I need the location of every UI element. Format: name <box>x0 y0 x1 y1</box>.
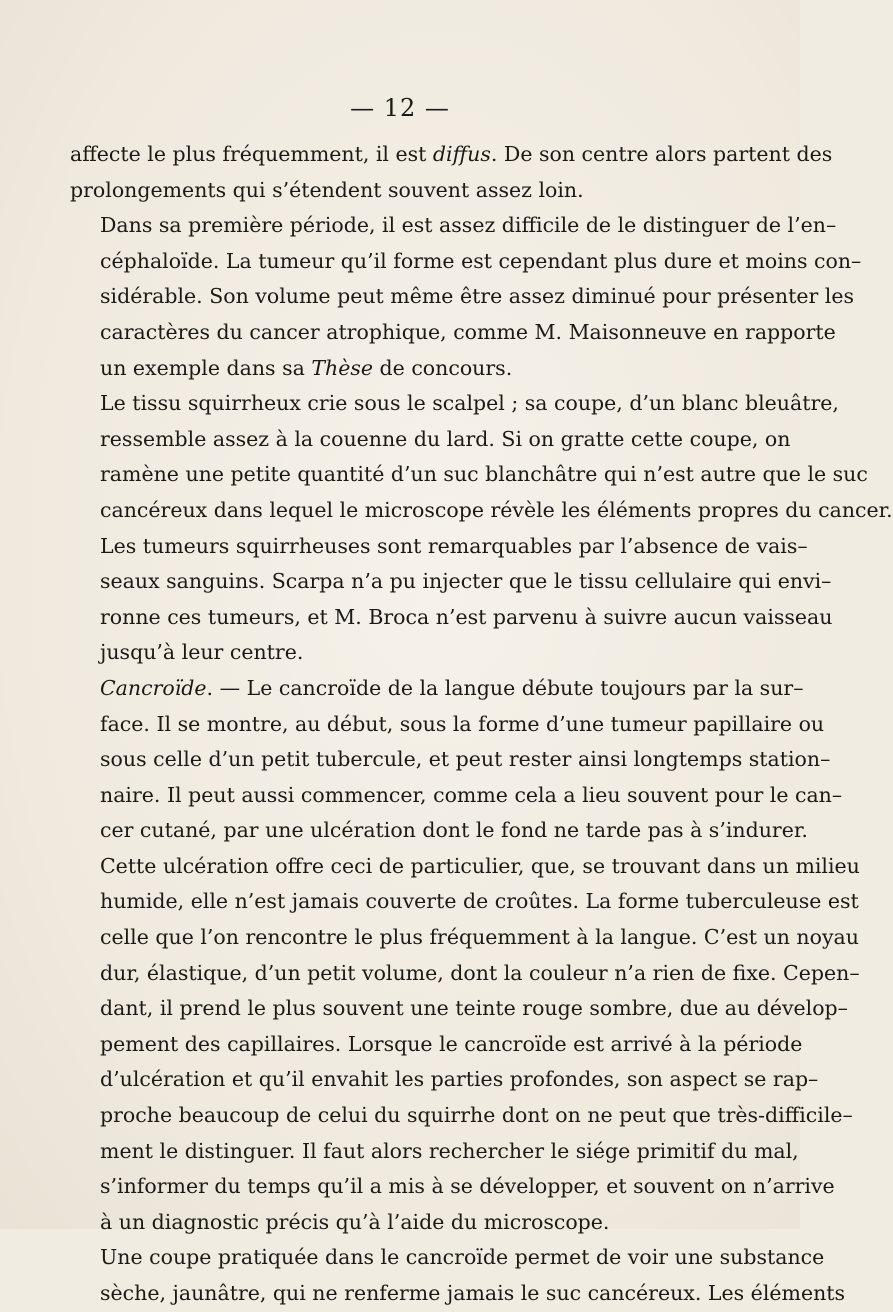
text-line: céphaloïde. La tumeur qu’il forme est cependant plus dure et moins con– <box>100 248 862 273</box>
text-line: Cancroïde. — Le cancroïde de la langue débute toujours par la sur– <box>100 675 804 700</box>
text-line: seaux sanguins. Scarpa n’a pu injecter que le tissu cellulaire qui envi– <box>100 569 832 594</box>
text-line: cancéreux dans lequel le microscope révèle les éléments propres du cancer. <box>100 497 893 522</box>
text-line: Dans sa première période, il est assez difficile de le distinguer de l’en– <box>100 213 837 238</box>
text-line: humide, elle n’est jamais couverte de croûtes. La forme tuberculeuse est <box>100 889 859 914</box>
text-line: ressemble assez à la couenne du lard. Si on gratte cette coupe, on <box>100 426 791 451</box>
text-line: face. Il se montre, au début, sous la forme d’une tumeur papillaire ou <box>100 711 825 736</box>
text-line: sous celle d’un petit tubercule, et peut rester ainsi longtemps station– <box>100 747 831 772</box>
text-line: cer cutané, par une ulcération dont le fond ne tarde pas à s’indurer. <box>100 818 808 843</box>
text-line: proche beaucoup de celui du squirrhe dont on ne peut que très-difficile– <box>100 1103 853 1128</box>
text-line: naire. Il peut aussi commencer, comme cela a lieu souvent pour le can– <box>100 782 843 807</box>
text-line: Les tumeurs squirrheuses sont remarquables par l’absence de vais– <box>100 533 808 558</box>
text-line: Une coupe pratiquée dans le cancroïde permet de voir une substance <box>100 1245 825 1270</box>
text-line: ronne ces tumeurs, et M. Broca n’est parvenu à suivre aucun vaisseau <box>100 604 833 629</box>
paragraph <box>70 208 862 386</box>
text-line: affecte le plus fréquemment, il est diffus. De son centre alors partent des <box>70 142 833 166</box>
paragraph <box>70 386 893 528</box>
text-line: dur, élastique, d’un petit volume, dont la couleur n’a rien de fixe. Cepen– <box>100 960 860 985</box>
paragraph <box>70 671 860 1241</box>
text-line: sidérable. Son volume peut même être assez diminué pour présenter les <box>100 284 854 309</box>
text-line: Cette ulcération offre ceci de particulier, que, se trouvant dans un milieu <box>100 853 860 878</box>
text-line: d’ulcération et qu’il envahit les parties profondes, son aspect se rap– <box>100 1067 819 1092</box>
paragraph <box>70 137 833 208</box>
paragraph <box>70 1240 846 1311</box>
text-line: sèche, jaunâtre, qui ne renferme jamais le suc cancéreux. Les éléments <box>100 1281 846 1305</box>
text-line: Le tissu squirrheux crie sous le scalpel ; sa coupe, d’un blanc bleuâtre, <box>100 391 839 416</box>
text-line: caractères du cancer atrophique, comme M. Maisonneuve en rapporte <box>100 319 836 344</box>
text-line: à un diagnostic précis qu’à l’aide du microscope. <box>100 1209 610 1234</box>
text-line: jusqu’à leur centre. <box>100 640 304 665</box>
text-line: ramène une petite quantité d’un suc blanchâtre qui n’est autre que le suc <box>100 462 868 487</box>
page-number: — 12 — <box>350 94 450 122</box>
text-line: pement des capillaires. Lorsque le cancroïde est arrivé à la période <box>100 1031 803 1056</box>
text-line: ment le distinguer. Il faut alors rechercher le siége primitif du mal, <box>100 1138 799 1163</box>
paragraph <box>70 529 833 671</box>
text-line: celle que l’on rencontre le plus fréquemment à la langue. C’est un noyau <box>100 925 859 950</box>
text-line: s’informer du temps qu’il a mis à se développer, et souvent on n’arrive <box>100 1174 835 1199</box>
body-text <box>70 137 893 1312</box>
text-line: prolongements qui s’étendent souvent assez loin. <box>70 177 584 202</box>
text-line: un exemple dans sa Thèse de concours. <box>100 355 513 380</box>
text-line: dant, il prend le plus souvent une teinte rouge sombre, due au dévelop– <box>100 996 848 1021</box>
